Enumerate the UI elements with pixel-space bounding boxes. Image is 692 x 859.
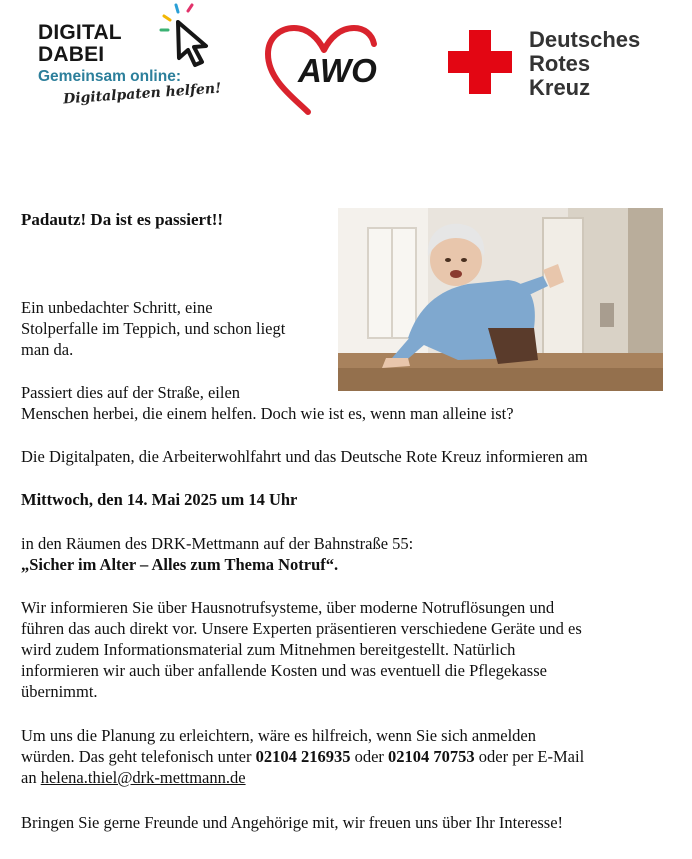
contact-line-2-suffix: oder per E-Mail bbox=[474, 747, 585, 766]
contact-line-3-prefix: an bbox=[21, 768, 41, 787]
digital-dabei-logo bbox=[36, 2, 226, 114]
intro-line-1: Ein unbedachter Schritt, eine bbox=[21, 298, 213, 317]
drk-logo-line2: Rotes bbox=[529, 51, 591, 76]
info-line-2: führen das auch direkt vor. Unsere Experten präsentieren verschiedene Geräte und es bbox=[21, 619, 582, 638]
red-cross-icon bbox=[447, 26, 513, 96]
dd-logo-subtitle: Gemeinsam online: bbox=[38, 68, 181, 85]
dd-logo-line1: DIGITAL bbox=[38, 21, 122, 44]
info-line-4: informieren wir auch über anfallende Kosten und was eventuell die Pflegekasse bbox=[21, 661, 547, 680]
contact-line-2-mid: oder bbox=[350, 747, 389, 766]
contact-line-3 bbox=[21, 767, 246, 789]
drk-logo-line3: Kreuz bbox=[529, 75, 591, 100]
contact-line-1: Um uns die Planung zu erleichtern, wäre es hilfreich, wenn Sie sich anmelden bbox=[21, 726, 537, 745]
article-headline: Padautz! Da ist es passiert!! bbox=[21, 210, 224, 229]
phone-number-1: 02104 216935 bbox=[255, 747, 351, 766]
fallen-senior-photo bbox=[338, 208, 663, 391]
awo-logo bbox=[264, 24, 390, 118]
contact-line-2-prefix: würden. Das geht telefonisch unter bbox=[21, 747, 256, 766]
dd-logo-tagline: Digitalpaten helfen! bbox=[62, 80, 222, 108]
info-line-1: Wir informieren Sie über Hausnotrufsysteme, über moderne Notruflösungen und bbox=[21, 598, 555, 617]
para2-line-2: Menschen herbei, die einem helfen. Doch wie ist es, wenn man alleine ist? bbox=[21, 404, 514, 423]
contact-line-2 bbox=[21, 746, 584, 768]
event-location: in den Räumen des DRK-Mettmann auf der Bahnstraße 55: bbox=[21, 534, 414, 553]
intro-line-3: man da. bbox=[21, 340, 74, 359]
info-line-5: übernimmt. bbox=[21, 682, 98, 701]
cursor-icon bbox=[148, 2, 228, 72]
para3: Die Digitalpaten, die Arbeiterwohlfahrt und das Deutsche Rote Kreuz informieren am bbox=[21, 447, 588, 466]
heart-icon bbox=[264, 24, 390, 118]
email-link[interactable]: helena.thiel@drk-mettmann.de bbox=[40, 768, 246, 787]
intro-line-2: Stolperfalle im Teppich, und schon liegt bbox=[21, 319, 286, 338]
event-topic: „Sicher im Alter – Alles zum Thema Notruf“. bbox=[21, 555, 339, 574]
info-line-3: wird zudem Informationsmaterial zum Mitnehmen bereitgestellt. Natürlich bbox=[21, 640, 516, 659]
event-date: Mittwoch, den 14. Mai 2025 um 14 Uhr bbox=[21, 490, 298, 509]
para2-line-1: Passiert dies auf der Straße, eilen bbox=[21, 383, 241, 402]
drk-logo-line1: Deutsches bbox=[529, 27, 641, 52]
phone-number-2: 02104 70753 bbox=[388, 747, 475, 766]
dd-logo-line2: DABEI bbox=[38, 43, 105, 66]
closing-line: Bringen Sie gerne Freunde und Angehörige mit, wir freuen uns über Ihr Interesse! bbox=[21, 813, 564, 832]
awo-logo-text: AWO bbox=[298, 52, 377, 89]
drk-logo bbox=[447, 26, 667, 106]
